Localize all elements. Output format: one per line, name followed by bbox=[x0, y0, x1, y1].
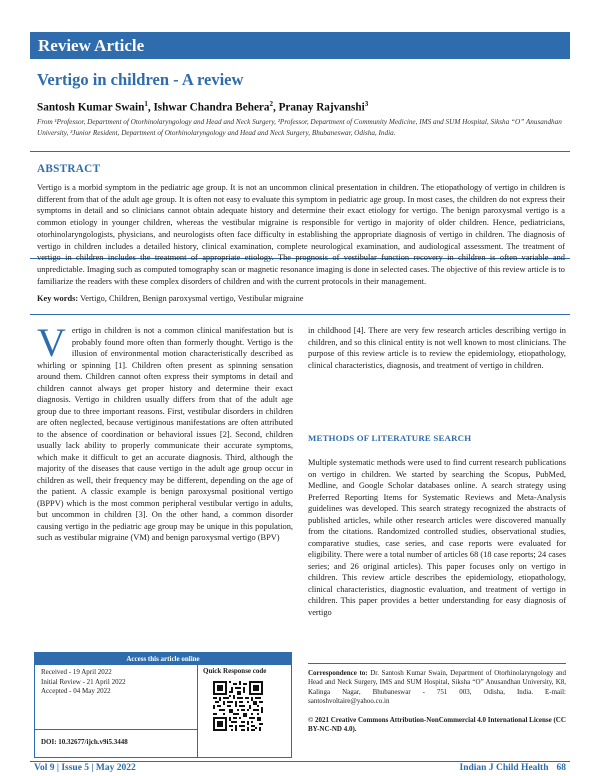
intro-text: ertigo in children is not a common clinical manifestation but is probably found more often than formerly thought. Vertigo is the illusion of environmental motion characteristically described as whirling or spinning [1]. Children often present as spinning sensation around them. Children cannot often express their symptoms in detail and children cannot always get proper history and determine their exact diagnosis. Vertigo in children usually differs from that of the adult age group due to three important reasons. First, vestibular disorders in children are often neglected, because vertiginous manifestations are often attributed to the absence of coordination or behavioral issues [2]. Second, children usually lack ability to properly communicate their accurate symptoms, which make it difficult to get an accurate diagnosis. Third, although the majority of the diseases that cause vertigo in the adult age group occur in children as well, their frequency may be different, depending on the age of the patient. A classic example is benign paroxysmal positional vertigo (BPPV) which is the most common peripheral vestibular vertigo in adults, but uncommon in children [3]. On the other hand, a common disorder causing vertigo in the pediatric age group may be unique in this population, such as vestibular migraine (VM) and benign paroxysmal vertigo (BPV) bbox=[37, 326, 293, 542]
author-name: Ishwar Chandra Behera bbox=[153, 101, 270, 114]
abstract-heading: ABSTRACT bbox=[37, 163, 101, 175]
qr-label: Quick Response code bbox=[203, 667, 267, 675]
divider bbox=[30, 314, 570, 315]
keywords-text: Vertigo, Children, Benign paroxysmal vertigo, Vestibular migraine bbox=[80, 294, 304, 303]
issue-info: Vol 9 | Issue 5 | May 2022 bbox=[34, 763, 136, 773]
article-title: Vertigo in children - A review bbox=[37, 70, 244, 89]
license-notice: © 2021 Creative Commons Attribution-NonCommercial 4.0 International License (CC BY-NC-ND 4.0). bbox=[308, 716, 566, 734]
drop-cap: V bbox=[37, 320, 66, 365]
divider bbox=[30, 761, 570, 762]
page-number: 68 bbox=[556, 763, 566, 773]
correspondence-label: Correspondence to: bbox=[308, 669, 368, 677]
methods-text: Multiple systematic methods were used to find current research publications on vertigo in children. We started by searching the Scopus, PubMed, Medline, and Google Scholar databases online. A search strategy using Preferred Reporting Items for Systematic Reviews and Meta-Analysis guidelines was developed. This search strategy recognized the abstracts of published articles, while other research articles were discovered manually from the citations. Randomized controlled studies, observational studies, comparative studies, case series, and case reports were evaluated for eligibility. There were a total number of articles 68 (18 case reports; 24 cases series; and 26 original articles). This paper focuses only on vertigo in children. This review article describes the epidemiology, etiopathology, clinical characteristics, diagnostic evaluation, and treatment of vertigo in children. This paper provides a better understanding for easy diagnosis of vertigo bbox=[308, 458, 566, 617]
qr-code-icon bbox=[213, 681, 263, 731]
initial-review-date: Initial Review - 21 April 2022 bbox=[41, 677, 126, 686]
divider bbox=[35, 729, 197, 730]
article-dates bbox=[41, 668, 126, 697]
author-name: Santosh Kumar Swain bbox=[37, 101, 145, 114]
abstract-text: Vertigo is a morbid symptom in the pediatric age group. It is not an uncommon clinical presentation in children. The etiopathology of vertigo in children is different from that of the adult age group. It is often not easy to evaluate this symptom in pediatric age group. In most cases, the children do not express their symptoms in detail and so clinicians cannot obtain adequate history and determine their exact etiology for vertigo. The benign paroxysmal vertigo is a common etiology in younger children, whereas the vestibular migraine is responsible for vertigo in majority of older children. Hence, pediatricians, otorhinolaryngologists, physicians, and neurologists often face difficulty in establishing the appropriate diagnosis of vertigo in children. The diagnosis of vertigo in children includes a detailed history, clinical examination, complete neurological examination, and audiological assessment. The treatment of vertigo in children includes the treatment of appropriate etiology. The prognosis of vestibular function recovery in children is often variable and unpredictable. Imaging such as computed tomography scan or magnetic resonance imaging is done in selected cases. The objective of this review article is to familiarize the readers with these complex disorders of children and with the current protocols in their management. bbox=[37, 183, 565, 286]
body-left-column bbox=[37, 320, 293, 544]
access-heading: Access this article online bbox=[35, 653, 291, 665]
access-online-box bbox=[34, 652, 292, 758]
divider bbox=[197, 665, 198, 758]
journal-footer bbox=[452, 763, 566, 773]
article-type-label: Review Article bbox=[38, 36, 145, 55]
received-date: Received - 19 April 2022 bbox=[41, 668, 112, 676]
correspondence bbox=[308, 669, 566, 706]
journal-name: Indian J Child Health bbox=[459, 763, 549, 773]
affiliations: From ¹Professor, Department of Otorhinolaryngology and Head and Neck Surgery, ²Professor, Department of Community Medicine, IMS and SUM Hospital, Siksha “O” Anusandhan University, ³Junior Resident, Department of Otorhinolaryngology and Head and Neck Surgery, Bhubaneswar, Odisha, India. bbox=[37, 118, 562, 137]
doi: DOI: 10.32677/ijch.v9i5.3448 bbox=[41, 738, 128, 746]
body-right-column-top: in childhood [4]. There are very few research articles describing vertigo in children, and so this clinical entity is not well known to most clinicians. The purpose of this review article is to review the epidemiology, etiopathology, clinical characteristics, diagnosis, and treatment of vertigo in children. bbox=[308, 326, 566, 370]
correspondence-text: Dr. Santosh Kumar Swain, Department of Otorhinolaryngology and Head and Neck Surgery, IMS and SUM Hospital, Siksha “O” Anusandhan University, K8, Kalinga Nagar, Bhubaneswar - 751 003, Odisha, India. E-mail: santoshvoltaire@yahoo.co.in bbox=[308, 669, 567, 705]
divider bbox=[308, 663, 566, 664]
methods-heading: METHODS OF LITERATURE SEARCH bbox=[308, 433, 472, 443]
article-type-banner bbox=[30, 32, 570, 59]
accepted-date: Accepted - 04 May 2022 bbox=[41, 687, 111, 695]
keywords bbox=[37, 294, 304, 303]
author-list: Santosh Kumar Swain$^1$, Ishwar Chandra Behera$^2$, Pranay Rajvanshi$^3$ bbox=[37, 100, 369, 114]
keywords-label: Key words: bbox=[37, 294, 79, 303]
author-name: Pranay Rajvanshi bbox=[278, 101, 365, 114]
